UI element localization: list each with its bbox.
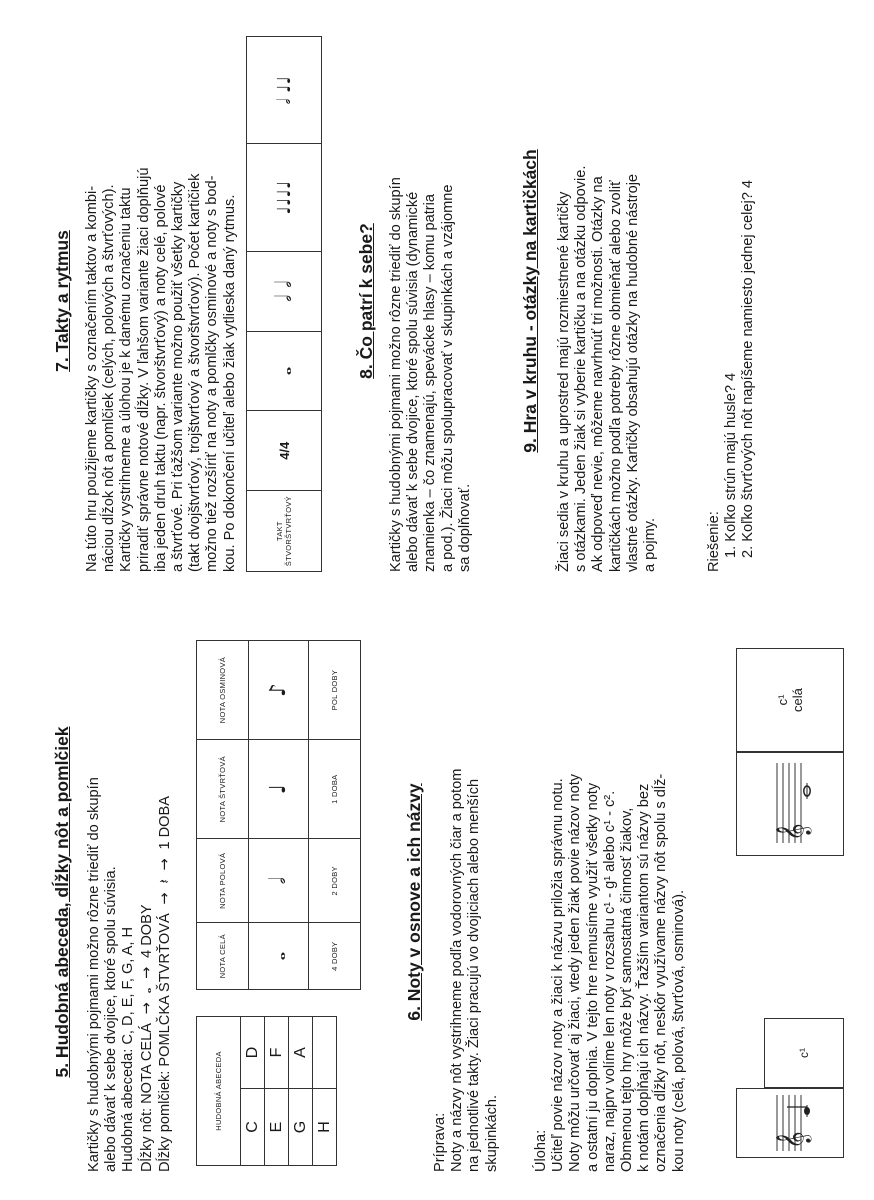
text-line: a štvrťové. Pri ťažšom variante možno použiť všetky kartičky (170, 181, 187, 572)
solution-item: 2. Koľko štvrťových nôt napíšeme namiesto jednej celej? 4 (740, 179, 757, 558)
text-line: a ostatní ju doplnia. V tejto hre nemusíme využiť všetky noty (584, 782, 601, 1172)
section-7-title: 7. Takty a rytmus (52, 230, 72, 372)
text-line: náciou dĺžok nôt a pomlčiek (celých, polových a štvrťových). (101, 184, 118, 572)
rest-length-prefix: Dĺžky pomlčiek: POMLČKA ŠTVRŤOVÁ (156, 913, 173, 1172)
card-sublabel: celá (790, 688, 805, 712)
text-line: Hudobná abeceda: C, D, E, F, G, A, H (120, 927, 137, 1172)
alphabet-cell: D (241, 1017, 265, 1089)
note-length-line (138, 632, 156, 1172)
prep-label: Príprava: (432, 1112, 448, 1172)
svg-text:𝄞: 𝄞 (776, 1131, 811, 1149)
alphabet-cell: F (265, 1017, 289, 1089)
note-length-prefix: Dĺžky nôt: NOTA CELÁ (138, 1023, 155, 1172)
arrow-icon: → (137, 962, 155, 984)
text-line: Obmenou tejto hry môže byť samostatná činnosť žiakov, (619, 807, 636, 1172)
alphabet-cell (313, 1017, 337, 1089)
text-line: s otázkami. Jeden žiak si vyberie kartičku a na otázku odpovie. (573, 165, 590, 572)
section-7-text (84, 30, 239, 572)
staff-card (736, 1088, 844, 1158)
text-line: alebo dávať k sebe dvojice, ktoré spolu súvisia (dynamické (405, 191, 422, 572)
card-label: c¹ (775, 694, 790, 706)
text-line: Na túto hru použijeme kartičky s označením taktov a kombi- (84, 185, 100, 572)
text-line: naraz, najprv volíme len noty v rozsahu c¹ - g¹ alebo c¹ - c². (601, 790, 618, 1172)
note-header: NOTA CELÁ (197, 923, 249, 990)
text-line: na jednotlivé takty. Žiaci pracujú vo dvojiciach alebo menších (466, 778, 483, 1172)
text-line: Učiteľ povie názov noty a žiaci k názvu priložia správnu notu. (550, 778, 567, 1172)
note-header: NOTA ŠTVRŤOVÁ (197, 740, 249, 839)
half-note-icon: 𝅗𝅥 (249, 839, 309, 923)
treble-clef-staff-icon (737, 1089, 843, 1157)
text-line: označenia dĺžky nôt, neskôr využívame názvy nôt spolu s dĺž- (653, 773, 670, 1172)
text-line: iba jeden druh taktu (napr. štvorštvrťový) a noty celé, polové (152, 184, 169, 572)
treble-clef-staff-icon (737, 753, 843, 855)
quarter-notes-icon: ♩♩♩♩ (247, 144, 322, 252)
text-line: Ak odpoveď nevie, môžeme navrhnúť tri možnosti. Otázky na (590, 176, 607, 572)
arrow-icon: → (155, 853, 173, 876)
section-9-text (556, 30, 659, 572)
half-notes-icon: 𝅗𝅥 𝅗𝅥 (247, 251, 322, 331)
text-line: Kartičky vystrihneme a úlohou je k danému označeniu taktu (118, 187, 135, 572)
section-6-prep (432, 632, 501, 1172)
text-line: alebo dávať k sebe dvojice, ktoré spolu súvisia. (103, 866, 120, 1172)
note-beats: 2 DOBY (309, 839, 361, 923)
text-line: Noty a názvy nôt vystrihneme podľa vodorovných čiar a potom (449, 768, 466, 1172)
text-line: kou. Po dokončení učiteľ alebo žiak vytlieska daný rytmus. (221, 194, 238, 572)
staff-card (736, 752, 844, 856)
text-line: kou noty (celá, polová, štvrťová, osminová). (670, 889, 687, 1172)
note-beats: 1 DOBA (309, 740, 361, 839)
whole-note-icon: 𝅝 (247, 331, 322, 411)
alphabet-cell: C (241, 1088, 265, 1165)
text-line: vlastné otázky. Kartičky obsahujú otázky na hudobné nástroje (624, 173, 641, 572)
text-line: Kartičky s hudobnými pojmami možno rôzne triediť do skupín (86, 777, 102, 1172)
note-length-suffix: 4 DOBY (138, 904, 155, 958)
label-card (764, 1018, 844, 1088)
text-line: znamienka – čo znamenajú, speváckе hlasy – komu patria (422, 193, 439, 572)
solution-item: 1. Koľko strún majú husle? 4 (723, 372, 740, 558)
section-5-text (86, 632, 174, 1172)
section-8-title: 8. Čo patrí k sebe? (356, 223, 376, 379)
quarter-rest-icon: 𝄽 (155, 879, 173, 884)
note-beats: POL DOBY (309, 641, 361, 740)
task-label: Úloha: (533, 1129, 549, 1172)
solution-label: Riešenie: (706, 511, 722, 572)
alphabet-table (196, 1016, 337, 1166)
note-lengths-table (196, 640, 361, 990)
text-line: a pod.). Žiaci môžu spolupracovať v skupinkách a vzájomne (439, 184, 456, 572)
alphabet-cell: H (313, 1088, 337, 1165)
card-label: c¹ (797, 1048, 811, 1058)
alphabet-header: HUDOBNÁ ABECEDA (197, 1017, 241, 1166)
text-line: k notám dopĺňajú ich názvy. Ťažším variantom sú názvy bez (636, 783, 653, 1172)
section-5-title: 5. Hudobná abeceda, dĺžky nôt a pomlčiek (52, 726, 72, 1078)
svg-text:𝄞: 𝄞 (776, 823, 811, 841)
rest-length-suffix: 1 DOBA (156, 796, 173, 850)
text-line: sa doplňovať. (456, 483, 473, 572)
text-line: skupinkách. (483, 1094, 500, 1172)
time-signature: 4/4 (247, 411, 322, 491)
section-6-task (533, 632, 688, 1172)
arrow-icon: → (137, 997, 155, 1019)
eighth-note-icon: ♪ (249, 641, 309, 740)
mixed-notes-icon: 𝅗𝅥 ♩♩ (247, 37, 322, 144)
section-6-title: 6. Noty v osnove a ich názvy (404, 783, 424, 1021)
section-9-title: 9. Hra v kruhu - otázky na kartičkách (520, 149, 540, 453)
text-line: Kartičky s hudobnými pojmami možno rôzne triediť do skupín (388, 177, 404, 572)
rhythm-table (246, 36, 322, 572)
note-header: NOTA POLOVÁ (197, 839, 249, 923)
text-line: Noty môžu určovať aj žiaci, vtedy jeden žiak povie názov noty (567, 773, 584, 1172)
text-line: možno tiež rozšíriť na noty a pomlčky osminové a noty s bod- (204, 175, 221, 572)
alphabet-cell: G (289, 1088, 313, 1165)
whole-note-icon: 𝅝 (249, 923, 309, 990)
alphabet-cell: E (265, 1088, 289, 1165)
text-line: Žiaci sedia v kruhu a uprostred majú rozmiestnené kartičky (556, 191, 572, 572)
text-line: priradiť správne notové dĺžky. V ľahšom variante žiaci doplňujú (135, 167, 152, 572)
label-card (736, 648, 844, 752)
text-line: a pojmy. (642, 517, 659, 572)
text-line: (takt dvojštvrťový, trojštvrťový a štvorštvrťový). Počet kartičiek (187, 173, 204, 572)
quarter-note-icon: ♩ (249, 740, 309, 839)
section-8-text (388, 30, 474, 572)
arrow-icon: → (155, 887, 173, 910)
note-beats: 4 DOBY (309, 923, 361, 990)
section-9-solutions (706, 30, 758, 572)
alphabet-cell: A (289, 1017, 313, 1089)
rhythm-label: TAKT ŠTVORŠTVRŤOVÝ (247, 491, 322, 572)
text-line: kartičkách možno podľa potreby rôzne obmieňať alebo zvoliť (607, 180, 624, 572)
rest-length-line (156, 632, 174, 1172)
note-header: NOTA OSMINOVÁ (197, 641, 249, 740)
whole-note-icon: 𝅝 (137, 987, 155, 994)
